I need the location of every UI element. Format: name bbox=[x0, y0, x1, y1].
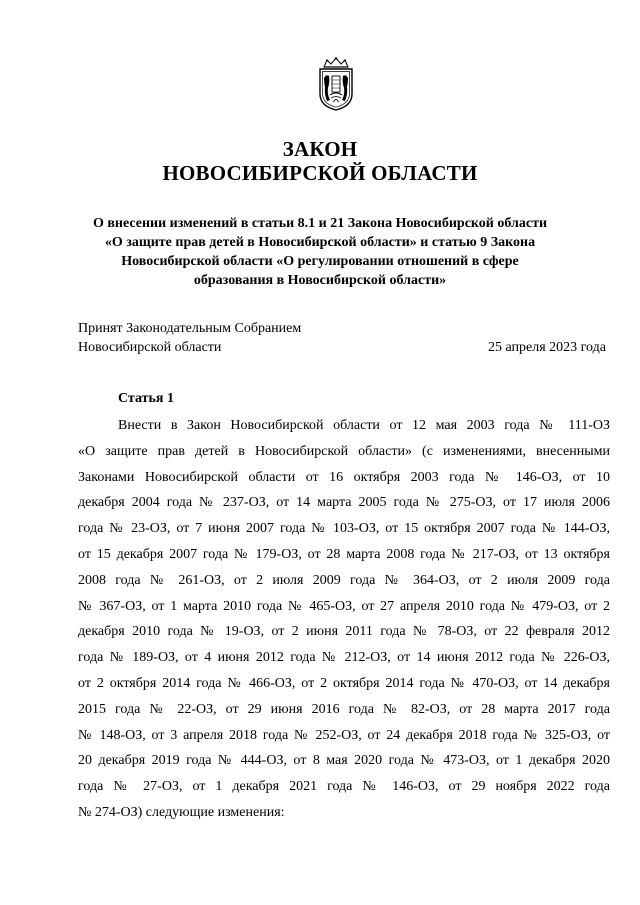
article-line: от 15 декабря 2007 года № 179-ОЗ, от 28 марта 2008 года № 217-ОЗ, от 13 октября bbox=[78, 546, 610, 562]
article-line: 2015 года № 22-ОЗ, от 29 июня 2016 года № 82-ОЗ, от 28 марта 2017 года bbox=[78, 701, 610, 717]
law-title: ЗАКОН bbox=[282, 137, 358, 161]
article-line: года № 189-ОЗ, от 4 июня 2012 года № 212-ОЗ, от 14 июня 2012 года № 226-ОЗ, bbox=[78, 650, 610, 666]
law-subject-line: Новосибирской области «О регулировании отношений в сфере bbox=[121, 254, 519, 269]
article-line: декабря 2010 года № 19-ОЗ, от 2 июня 2011 года № 78-ОЗ, от 22 февраля 2012 bbox=[78, 624, 610, 640]
adoption-date: 25 апреля 2023 года bbox=[488, 340, 606, 355]
article-line: № 367-ОЗ, от 1 марта 2010 года № 465-ОЗ, от 27 апреля 2010 года № 479-ОЗ, от 2 bbox=[78, 598, 610, 614]
adoption-statement bbox=[78, 319, 301, 357]
region-title: НОВОСИБИРСКОЙ ОБЛАСТИ bbox=[162, 161, 478, 185]
article-line: № 148-ОЗ, от 3 апреля 2018 года № 252-ОЗ, от 24 декабря 2018 года № 325-ОЗ, от bbox=[78, 727, 610, 743]
article-body bbox=[78, 413, 610, 826]
article-line: года № 27-ОЗ, от 1 декабря 2021 года № 146-ОЗ, от 29 ноября 2022 года bbox=[78, 779, 610, 795]
law-subject-line: «О защите прав детей в Новосибирской области» и статью 9 Закона bbox=[104, 235, 536, 250]
coat-of-arms-icon bbox=[315, 56, 357, 112]
law-subject bbox=[80, 214, 560, 290]
law-subject-line: О внесении изменений в статьи 8.1 и 21 Закона Новосибирской области bbox=[92, 216, 548, 231]
adoption-line: Принят Законодательным Собранием bbox=[78, 321, 302, 336]
article-line: от 2 октября 2014 года № 466-ОЗ, от 2 октября 2014 года № 470-ОЗ, от 14 декабря bbox=[78, 675, 610, 691]
article-line: декабря 2004 года № 237-ОЗ, от 14 марта 2005 года № 275-ОЗ, от 17 июля 2006 bbox=[78, 495, 610, 511]
article-line: № 274-ОЗ) следующие изменения: bbox=[78, 804, 285, 820]
article-heading: Статья 1 bbox=[118, 391, 174, 406]
adoption-line: Новосибирской области bbox=[78, 340, 222, 355]
article-line: Внести в Закон Новосибирской области от 12 мая 2003 года № 111-ОЗ bbox=[118, 418, 610, 433]
article-line: Законами Новосибирской области от 16 октября 2003 года № 146-ОЗ, от 10 bbox=[78, 469, 610, 485]
article-line: «О защите прав детей в Новосибирской области» (с изменениями, внесенными bbox=[78, 443, 610, 459]
law-subject-line: образования в Новосибирской области» bbox=[193, 273, 447, 288]
article-line: 20 декабря 2019 года № 444-ОЗ, от 8 мая 2020 года № 473-ОЗ, от 1 декабря 2020 bbox=[78, 753, 610, 769]
article-line: 2008 года № 261-ОЗ, от 2 июля 2009 года № 364-ОЗ, от 2 июля 2009 года bbox=[78, 572, 610, 588]
article-line: года № 23-ОЗ, от 7 июня 2007 года № 103-ОЗ, от 15 октября 2007 года № 144-ОЗ, bbox=[78, 521, 610, 537]
